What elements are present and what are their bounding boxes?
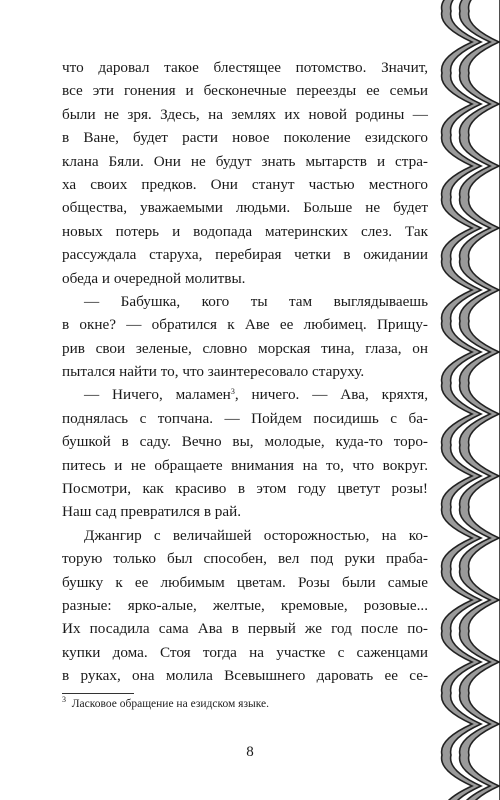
- text-line: торую только был способен, вел под руки праба-: [62, 550, 428, 568]
- text-line: бушку к ее любимым цветам. Розы были самые: [62, 573, 428, 591]
- text-line: — Бабушка, кого ты там выглядываешь: [84, 292, 428, 310]
- text-line-with-footnote: [62, 383, 428, 406]
- decorative-border: [432, 0, 500, 800]
- text-line: рассуждала старуха, перебирая четки в ожидании: [62, 246, 428, 264]
- text-line: в окне? — обратился к Аве ее любимец. Прищу-: [62, 316, 428, 334]
- text-line: Посмотри, как красиво в этом году цветут розы!: [62, 480, 428, 498]
- text-line: клана Бяли. Они не будут знать мытарств и стра-: [62, 152, 428, 170]
- body-text: [62, 56, 428, 688]
- text-fragment: — Ничего, маламен: [84, 386, 231, 404]
- text-fragment: , ничего. — Ава, кряхтя,: [234, 386, 428, 404]
- wave-ornament: [442, 0, 500, 800]
- text-line: Их посадила сама Ава в первый же год после по-: [62, 620, 428, 638]
- text-line: Наш сад превратился в рай.: [62, 503, 242, 521]
- text-line: поднялась с топчана. — Пойдем посидишь с ба-: [62, 409, 428, 427]
- footnote-reference: 3: [230, 387, 235, 397]
- text-line: все эти гонения и бесконечные переезды ее семьи: [62, 82, 428, 100]
- footnote: [62, 695, 269, 710]
- footnote-text: Ласковое обращение на езидском языке.: [71, 698, 269, 710]
- text-line: были не зря. Здесь, на землях их новой родины —: [62, 105, 428, 123]
- page-number: 8: [246, 744, 254, 760]
- text-line: купки дома. Стоя тогда на участке с саженцами: [62, 643, 428, 661]
- text-line: общества, уважаемыми людьми. Больше не будет: [62, 199, 428, 217]
- text-line: в руках, она молила Всевышнего даровать ее се-: [62, 667, 428, 685]
- text-line: разные: ярко-алые, желтые, кремовые, розовые...: [62, 596, 428, 614]
- text-line: питесь и не обращаете внимания на то, что вокруг.: [62, 456, 428, 474]
- text-line: рив свои зеленые, словно морская тина, глаза, он: [62, 339, 428, 357]
- text-line: что даровал такое блестящее потомство. Значит,: [62, 59, 428, 76]
- footnote-marker: 3: [62, 695, 66, 704]
- text-line: в Ване, будет расти новое поколение езидского: [62, 129, 428, 147]
- text-line: бушкой в саду. Вечно вы, молодые, куда-то торо-: [62, 433, 428, 451]
- text-line: обеда и очередной молитвы.: [62, 269, 246, 287]
- text-line: новых потерь и водопада материнских слез. Так: [62, 222, 428, 240]
- text-line: Джангир с величайшей осторожностью, на ко-: [84, 526, 428, 544]
- footnote-divider: [62, 693, 134, 694]
- text-line: ха своих предков. Они станут частью местного: [62, 175, 428, 193]
- text-line: пытался найти то, что заинтересовало старуху.: [62, 363, 365, 381]
